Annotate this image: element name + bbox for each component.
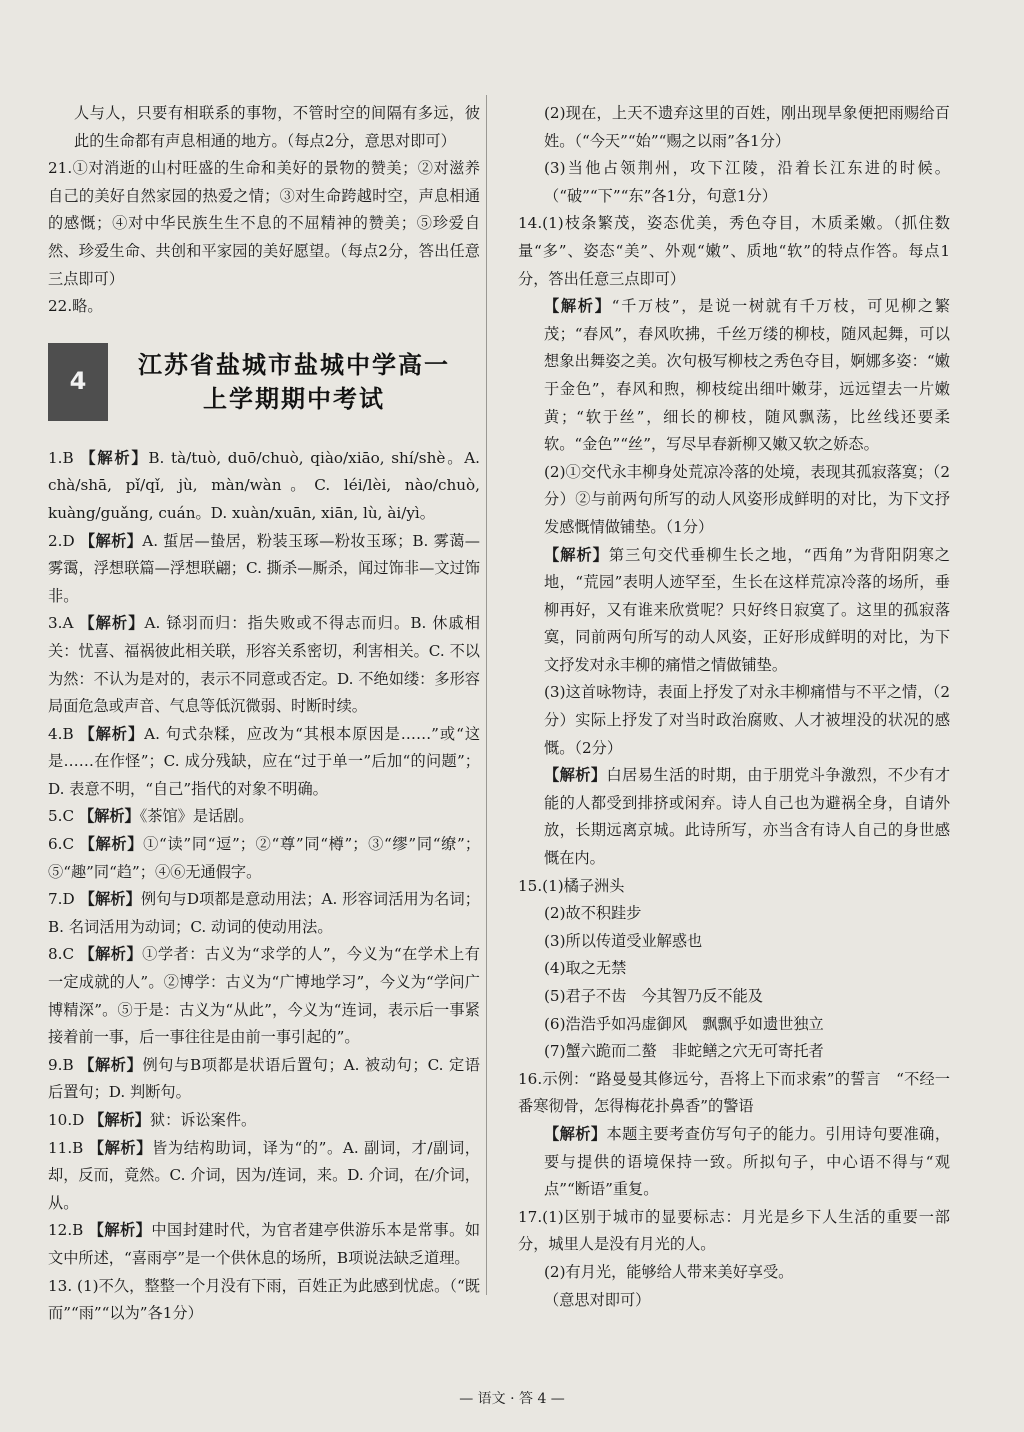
analysis-tag: 【解析】 [78, 807, 140, 826]
analysis-tag: 【解析】 [79, 614, 145, 633]
answer-item [48, 445, 480, 528]
column-divider [486, 95, 487, 1295]
analysis-tag: 【解析】 [79, 531, 143, 550]
answer-item [518, 900, 950, 928]
analysis-tag: 【解析】 [544, 297, 612, 316]
analysis-tag: 【解析】 [79, 1055, 143, 1074]
answer-item [48, 941, 480, 1051]
item-text: (6)浩浩乎如冯虚御风 飘飘乎如遗世独立 [544, 1014, 824, 1033]
answer-item [518, 679, 950, 762]
answer-item [518, 1121, 950, 1204]
answer-item [518, 928, 950, 956]
answer-item [518, 1259, 950, 1287]
item-text: (1)不久，整整一个月没有下雨，百姓正为此感到忧虑。（“既而”“雨”“以为”各1分） [48, 1276, 480, 1323]
item-number: 4.B [48, 724, 80, 743]
analysis-tag: 【解析】 [89, 1111, 150, 1129]
item-text: 人与人，只要有相联系的事物，不管时空的间隔有多远，彼此的生命都有声息相通的地方。（每点2分，意思对即可） [74, 104, 480, 150]
item-text: 《茶馆》是话剧。 [139, 807, 254, 826]
answer-item [518, 1066, 950, 1121]
section-title-line2: 上学期期中考试 [203, 384, 385, 413]
item-text: (1)枝条繁茂，姿态优美，秀色夺目，木质柔嫩。（抓住数量“多”、姿态“美”、外观“嫩”、质地“软”的特点作答。每点1分，答出任意三点即可） [518, 214, 950, 288]
item-text: 狱：诉讼案件。 [149, 1111, 257, 1129]
item-number: 7.D [48, 890, 80, 909]
item-text: (3)当他占领荆州，攻下江陵，沿着长江东进的时候。（“破”“下”“东”各1分，句意1分） [544, 159, 950, 205]
item-text: (1)橘子洲头 [542, 876, 625, 895]
answer-item [518, 293, 950, 459]
answer-item [518, 1038, 950, 1066]
item-text: 皆为结构助词，译为“的”。A. 副词，才/副词，却，反而，竟然。C. 介词，因为/连词，来。D. 介词，在/介词，从。 [48, 1138, 480, 1212]
item-number: 12.B [48, 1221, 89, 1240]
item-number: 6.C [48, 835, 80, 854]
item-text: 白居易生活的时期，由于朋党斗争激烈，不少有才能的人都受到排挤或闲弃。诗人自己也为避祸全身，自请外放，长期远离京城。此诗所写，亦当含有诗人自己的身世感慨在内。 [544, 766, 951, 868]
answer-item [48, 100, 480, 155]
section-title [108, 348, 480, 416]
answer-item [48, 1135, 480, 1218]
answer-item [518, 1287, 950, 1315]
answer-item [518, 459, 950, 542]
item-text: (1)区别于城市的显要标志：月光是乡下人生活的重要一部分，城里人是没有月光的人。 [518, 1207, 950, 1254]
left-pre-items [48, 100, 480, 321]
item-text: (3)这首咏物诗，表面上抒发了对永丰柳痛惜与不平之情，（2分）实际上抒发了对当时政治腐败、人才被埋没的状况的感慨。（2分） [544, 683, 950, 757]
analysis-tag: 【解析】 [88, 1221, 152, 1240]
answer-item [518, 873, 950, 901]
item-number: 11.B [48, 1138, 89, 1157]
item-text: ①对消逝的山村旺盛的生命和美好的景物的赞美；②对滋养自己的美好自然家园的热爱之情；③对生命跨越时空，声息相通的感慨；④对中华民族生生不息的不屈精神的赞美；⑤珍爱自然、珍爱生命、共创和平家园的美好愿望。（每点2分，答出任意三点即可） [48, 159, 480, 288]
item-number: 9.B [48, 1055, 80, 1074]
answer-item [48, 886, 480, 941]
item-text: (3)所以传道受业解惑也 [544, 931, 703, 950]
answer-item [518, 1011, 950, 1039]
item-number: 2.D [48, 531, 80, 550]
item-text: (4)取之无禁 [544, 959, 627, 978]
item-number: 17. [518, 1207, 543, 1226]
item-text: (2)现在，上天不遗弃这里的百姓，刚出现旱象便把雨赐给百姓。（“今天”“始”“赐之以雨”各1分） [544, 104, 950, 150]
item-number: 22. [48, 297, 73, 316]
answer-item [48, 1107, 480, 1135]
answer-item [48, 1217, 480, 1272]
item-number: 21. [48, 159, 73, 178]
item-text: ①“读”同“逗”；②“尊”同“樽”；③“缪”同“缭”；⑤“趣”同“趋”；④⑥无通假字。 [48, 835, 481, 881]
answer-item [518, 100, 950, 155]
item-text: 中国封建时代，为官者建亭供游乐本是常事。如文中所述，“喜雨亭”是一个供休息的场所，B项说法缺乏道理。 [48, 1221, 481, 1267]
answer-item [518, 542, 950, 680]
answer-item [48, 803, 480, 831]
analysis-tag: 【解析】 [79, 835, 144, 854]
item-text: (2)有月光，能够给人带来美好享受。 [544, 1262, 794, 1281]
analysis-tag: 【解析】 [79, 724, 145, 743]
answer-item [48, 155, 480, 293]
item-number: 3.A [48, 614, 80, 633]
item-number: 8.C [48, 945, 80, 964]
item-number: 14. [518, 214, 543, 233]
right-column [518, 100, 950, 1314]
analysis-tag: 【解析】 [79, 890, 141, 909]
item-text: (5)君子不齿 今其智乃反不能及 [544, 987, 763, 1005]
item-text: (7)蟹六跪而二螯 非蛇鳝之穴无可寄托者 [544, 1042, 824, 1061]
item-text: A. 蜇居—蛰居，粉装玉琢—粉妆玉琢；B. 雾蔼—雾霭，浮想联篇—浮想联翩；C. 撕杀—厮杀，闻过饰非—文过饰非。 [48, 531, 480, 605]
item-number: 13. [48, 1276, 78, 1295]
answer-item [518, 210, 950, 293]
analysis-tag: 【解析】 [544, 766, 607, 785]
answer-item [48, 831, 480, 886]
right-answer-items [518, 100, 950, 1314]
answer-item [518, 983, 950, 1011]
answer-item [518, 762, 950, 872]
answer-item [518, 955, 950, 983]
item-number: 5.C [48, 807, 79, 826]
answer-item [48, 721, 480, 804]
item-text: ①学者：古义为“求学的人”，今义为“在学术上有一定成就的人”。②博学：古义为“广博地学习”，今义为“学问广博精深”。⑤于是：古义为“从此”，今义为“连词，表示后一事紧接着前一事，后一事往往是由前一事引起的”。 [48, 945, 480, 1047]
item-text: A. 铩羽而归：指失败或不得志而归。B. 休戚相关：忧喜、福祸彼此相关联，形容关系密切，利害相关。C. 不以为然：不认为是对的，表示不同意或否定。D. 不绝如缕：多形容局面危急或声音、气息等低沉微弱、时断时续。 [48, 614, 480, 716]
item-text: 示例：“路曼曼其修远兮，吾将上下而求索”的誓言 “不经一番寒彻骨，怎得梅花扑鼻香”的警语 [518, 1069, 950, 1116]
item-number: 15. [518, 876, 543, 895]
answer-item [48, 610, 480, 720]
item-number: 1.B [48, 448, 81, 467]
item-text: 第三句交代垂柳生长之地，“西角”为背阳阴寒之地，“荒园”表明人迹罕至，生长在这样荒凉冷落的场所，垂柳再好，又有谁来欣赏呢？只好终日寂寞了。这里的孤寂落寞，同前两句所写的动人风姿，正好形成鲜明的对比，为下文抒发对永丰柳的痛惜之情做铺垫。 [544, 545, 950, 674]
answer-item [518, 155, 950, 210]
item-text: 例句与B项都是状语后置句；A. 被动句；C. 定语后置句；D. 判断句。 [48, 1055, 480, 1102]
page-footer: — 语文 · 答 4 — [459, 1391, 565, 1407]
answer-item [48, 1273, 480, 1328]
item-number: 10.D [48, 1111, 90, 1129]
analysis-tag: 【解析】 [80, 448, 149, 467]
analysis-tag: 【解析】 [544, 1124, 607, 1143]
item-text: （意思对即可） [544, 1290, 651, 1309]
section-title-line1: 江苏省盐城市盐城中学高一 [138, 350, 450, 379]
analysis-tag: 【解析】 [544, 545, 609, 564]
answer-item [48, 293, 480, 321]
item-text: 略。 [72, 297, 103, 316]
item-text: 本题主要考查仿写句子的能力。引用诗句要准确，要与提供的语境保持一致。所拟句子，中心语不得与“观点”“断语”重复。 [544, 1124, 951, 1199]
item-number: 16. [518, 1069, 543, 1088]
answer-item [48, 1052, 480, 1107]
left-answer-items [48, 445, 480, 1328]
item-text: A. 句式杂糅，应改为“其根本原因是……”或“这是……在作怪”；C. 成分残缺，应在“过于单一”后加“的问题”；D. 表意不明，“自己”指代的对象不明确。 [48, 724, 481, 798]
item-text: “千万枝”，是说一树就有千万枝，可见柳之繁茂；“春风”，春风吹拂，千丝万缕的柳枝，随风起舞，可以想象出舞姿之美。次句极写柳枝之秀色夺目，婀娜多姿：“嫩于金色”，春风和煦，柳枝绽出细叶嫩芽，远远望去一片嫩黄；“软于丝”，细长的柳枝，随风飘荡，比丝线还要柔软。“金色”“丝”，写尽早春新柳又嫩又软之娇态。 [544, 297, 950, 454]
item-text: 例句与D项都是意动用法；A. 形容词活用为名词；B. 名词活用为动词；C. 动词的使动用法。 [48, 890, 480, 936]
answer-item [48, 528, 480, 611]
analysis-tag: 【解析】 [88, 1138, 153, 1157]
item-text: B. tà/tuò, duō/chuò, qiào/xiāo, shí/shè。A. chà/shā, pǐ/qǐ, jù, màn/wàn。C. léi/lèi, nào/chuò, kuàng/guǎng, cuán。D. xuàn/xuān, xiān, lù, ài/yì。 [48, 448, 480, 522]
item-text: (2)①交代永丰柳身处荒凉冷落的处境，表现其孤寂落寞；（2分）②与前两句所写的动人风姿形成鲜明的对比，为下文抒发感慨情做铺垫。（1分） [544, 462, 950, 536]
section-number-box: 4 [48, 343, 108, 421]
section-header [48, 335, 480, 429]
answer-item [518, 1204, 950, 1259]
left-column [48, 100, 480, 1328]
analysis-tag: 【解析】 [79, 945, 143, 964]
item-text: (2)故不积跬步 [544, 904, 642, 923]
